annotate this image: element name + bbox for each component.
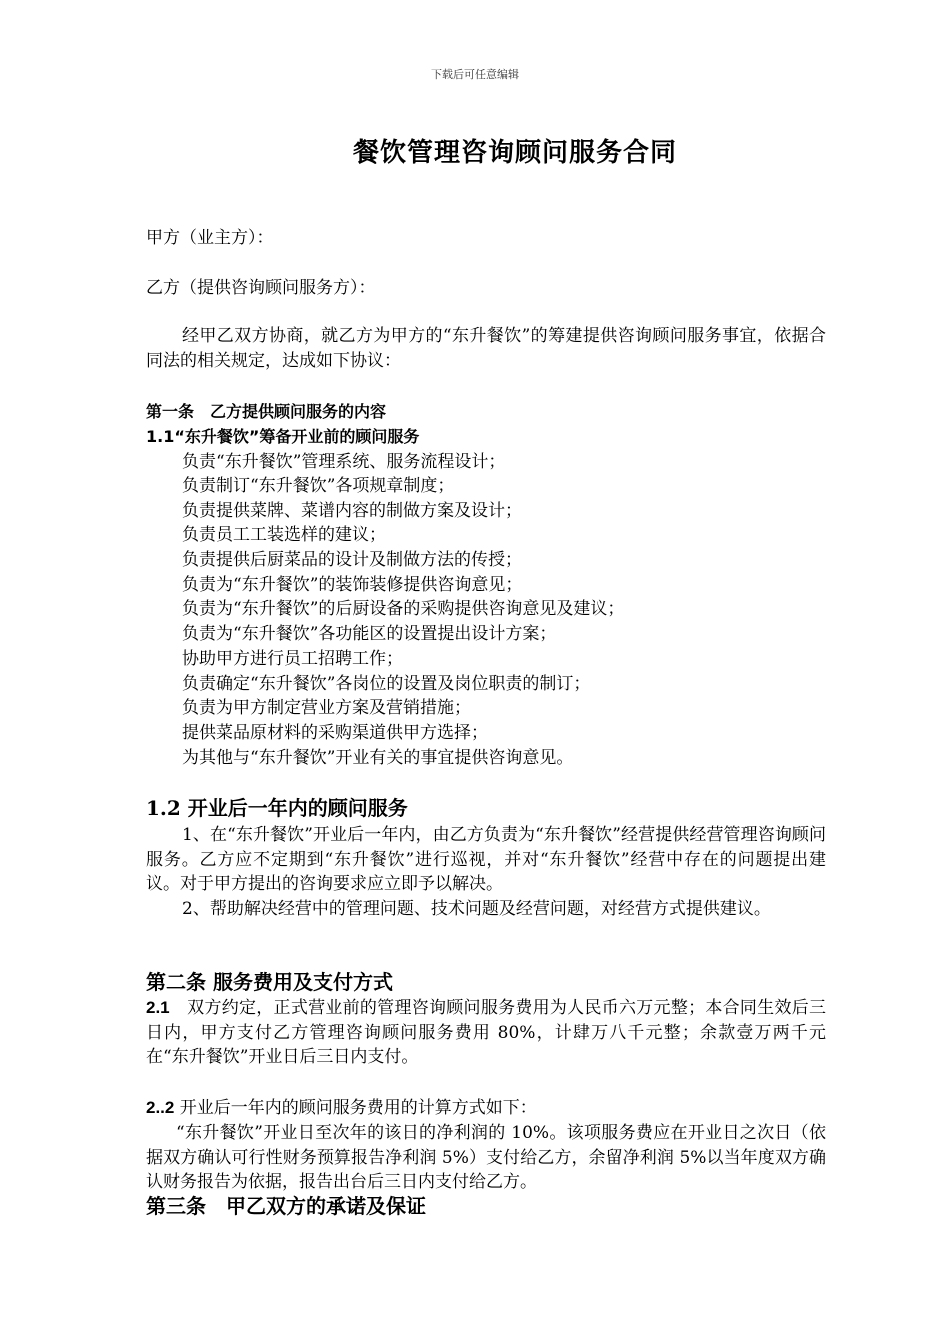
list-item: 协助甲方进行员工招聘工作； <box>182 649 403 669</box>
section-text: 双方约定，正式营业前的管理咨询顾问服务费用为人民币六万元整；本合同生效后三日内，甲方支付乙方管理咨询顾问服务费用 80%，计肆万八千元整；余款壹万两千元在“东升餐饮”开业日后三日内支付。 <box>146 998 826 1067</box>
section-2-2-paragraph: “东升餐饮”开业日至次年的该日的净利润的 10%。该项服务费应在开业日之次日（依据双方确认可行性财务预算报告净利润 5%）支付给乙方，余留净利润 5%以当年度双方确认财务报告为依据，报告出台后三日内支付给乙方。 <box>146 1123 826 1192</box>
section-2-1-paragraph <box>146 996 826 1070</box>
list-item: 负责提供后厨菜品的设计及制做方法的传授； <box>182 550 522 570</box>
article2-heading: 第二条 服务费用及支付方式 <box>146 970 393 994</box>
header-note: 下载后可任意编辑 <box>431 68 519 81</box>
document-title: 餐饮管理咨询顾问服务合同 <box>352 138 677 168</box>
list-item: 负责为“东升餐饮”各功能区的设置提出设计方案； <box>182 624 557 644</box>
intro-paragraph: 经甲乙双方协商，就乙方为甲方的“东升餐饮”的筹建提供咨询顾问服务事宜，依据合同法的相关规定，达成如下协议： <box>146 326 826 371</box>
article1-heading: 第一条 乙方提供顾问服务的内容 <box>146 402 387 421</box>
list-item: 提供菜品原材料的采购渠道供甲方选择； <box>182 723 488 743</box>
list-item: 负责“东升餐饮”管理系统、服务流程设计； <box>182 452 506 472</box>
section-number: 2..2 <box>146 1098 175 1117</box>
party-b-line: 乙方（提供咨询顾问服务方）： <box>146 278 376 298</box>
section-number: 2.1 <box>146 998 170 1017</box>
list-item: 为其他与“东升餐饮”开业有关的事宜提供咨询意见。 <box>182 748 574 768</box>
article1-sub1-heading: 1.1“东升餐饮”筹备开业前的顾问服务 <box>146 427 420 446</box>
article1-sub2-heading: 1.2 开业后一年内的顾问服务 <box>146 796 408 820</box>
list-item: 负责确定“东升餐饮”各岗位的设置及岗位职责的制订； <box>182 674 591 694</box>
article3-heading: 第三条 甲乙双方的承诺及保证 <box>146 1194 426 1218</box>
section-text: 开业后一年内的顾问服务费用的计算方式如下： <box>174 1098 537 1118</box>
list-item: 负责为“东升餐饮”的后厨设备的采购提供咨询意见及建议； <box>182 599 625 619</box>
list-item: 负责员工工装选样的建议； <box>182 525 386 545</box>
list-item: 负责制订“东升餐饮”各项规章制度； <box>182 476 455 496</box>
list-item: 负责提供菜牌、菜谱内容的制做方案及设计； <box>182 501 522 521</box>
sub2-paragraph-2: 2、帮助解决经营中的管理问题、技术问题及经营问题，对经营方式提供建议。 <box>182 899 771 919</box>
list-item: 负责为甲方制定营业方案及营销措施； <box>182 698 471 718</box>
sub2-paragraph-1: 1、在“东升餐饮”开业后一年内，由乙方负责为“东升餐饮”经营提供经营管理咨询顾问服务。乙方应不定期到“东升餐饮”进行巡视，并对“东升餐饮”经营中存在的问题提出建议。对于甲方提出的咨询要求应立即予以解决。 <box>146 825 826 894</box>
party-a-line: 甲方（业主方）： <box>146 228 274 248</box>
section-2-2-line <box>146 1096 537 1120</box>
list-item: 负责为“东升餐饮”的装饰装修提供咨询意见； <box>182 575 523 595</box>
